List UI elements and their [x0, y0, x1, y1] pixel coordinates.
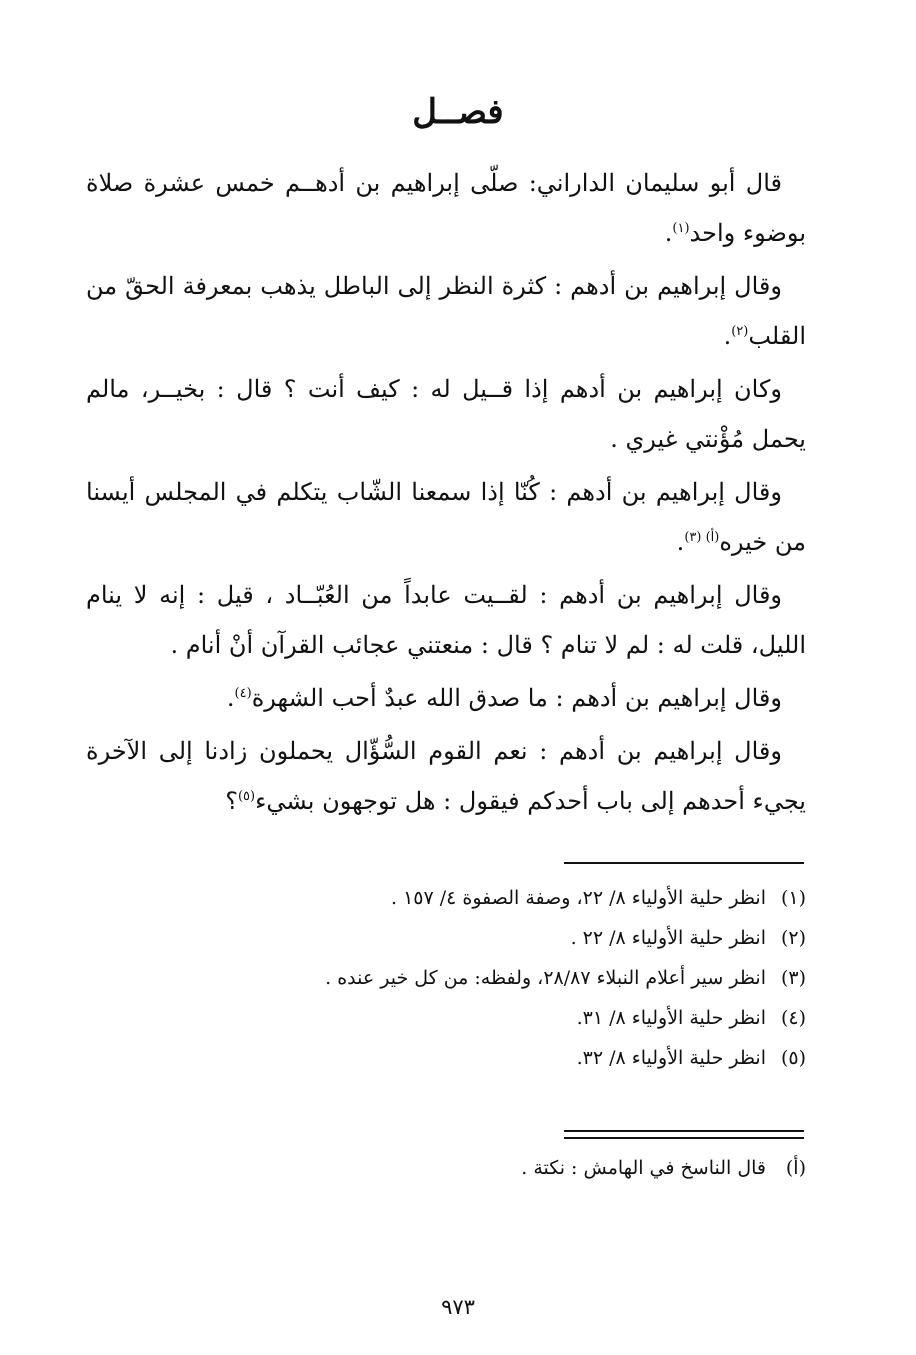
marginal-note-divider	[564, 1130, 804, 1139]
footnote-4	[86, 998, 806, 1038]
section-title: فصــل	[412, 92, 504, 132]
paragraph-tail: .	[676, 528, 685, 556]
footnote-text: انظر حلية الأولياء ٨/ ٢٢، وصفة الصفوة ٤/ ١٥٧ .	[390, 887, 766, 909]
paragraph-text: وقال إبراهيم بن أدهم : كُنّا إذا سمعنا الشّاب يتكلم في المجلس أيسنا من خيره	[86, 478, 806, 556]
paragraph-tail: .	[226, 684, 235, 712]
footnote-ref: (٥)	[237, 789, 256, 804]
page-number: ٩٧٣	[441, 1295, 475, 1319]
footnote-number: (١)	[780, 887, 806, 909]
marginal-note	[86, 1148, 806, 1188]
footnote-number: (٤)	[780, 1007, 806, 1029]
paragraph-text: وقال إبراهيم بن أدهم : نعم القوم السُّؤّال يحملون زادنا إلى الآخرة يجيء أحدهم إلى باب أحدكم فيقول : هل توجهون بشيء	[86, 737, 806, 815]
marginal-note-number: (أ)	[785, 1157, 806, 1179]
paragraph-4	[86, 467, 806, 567]
footnote-text: انظر حلية الأولياء ٨/ ٣١.	[576, 1007, 766, 1029]
paragraph-text: وقال إبراهيم بن أدهم : كثرة النظر إلى الباطل يذهب بمعرفة الحقّ من القلب	[86, 272, 806, 350]
footnote-number: (٥)	[780, 1047, 806, 1069]
footnote-ref: (٤)	[234, 686, 252, 701]
paragraph-1	[86, 158, 806, 258]
footnote-number: (٢)	[780, 927, 806, 949]
paragraph-5	[86, 570, 806, 670]
paragraph-2	[86, 261, 806, 361]
footnote-text: انظر حلية الأولياء ٨/ ٣٢.	[576, 1047, 766, 1069]
marginal-note-text: قال الناسخ في الهامش : نكتة .	[521, 1157, 766, 1179]
footnote-ref: (أ) (٣)	[684, 530, 720, 545]
footnote-1	[86, 878, 806, 918]
main-text	[86, 158, 806, 829]
footnote-2	[86, 918, 806, 958]
paragraph-text: وقال إبراهيم بن أدهم : ما صدق الله عبدٌ أحب الشهرة	[251, 684, 782, 712]
paragraph-tail: .	[664, 219, 673, 247]
footnote-3	[86, 958, 806, 998]
paragraph-3	[86, 364, 806, 464]
footnote-ref: (١)	[672, 221, 690, 236]
paragraph-text: وكان إبراهيم بن أدهم إذا قــيل له : كيف أنت ؟ قال : بخيــر، مالم يحمل مُؤْنتي غيري .	[86, 375, 806, 453]
paragraph-text: قال أبو سليمان الداراني: صلّى إبراهيم بن أدهــم خمس عشرة صلاة بوضوء واحد	[86, 169, 806, 247]
paragraph-tail: ؟	[225, 787, 238, 815]
footnote-text: انظر سير أعلام النبلاء ٢٨/٨٧، ولفظه: من كل خير عنده .	[325, 967, 766, 989]
footnotes	[86, 878, 806, 1078]
paragraph-7	[86, 726, 806, 826]
footnote-ref: (٢)	[731, 324, 749, 339]
footnote-number: (٣)	[780, 967, 806, 989]
paragraph-text: وقال إبراهيم بن أدهم : لقــيت عابداً من العُبّــاد ، قيل : إنه لا ينام الليل، قلت له : لم لا تنام ؟ قال : منعتني عجائب القرآن أنْ أنام .	[86, 581, 806, 659]
paragraph-6	[86, 673, 806, 723]
paragraph-tail: .	[723, 322, 732, 350]
footnote-divider	[564, 862, 804, 864]
footnote-5	[86, 1038, 806, 1078]
footnote-text: انظر حلية الأولياء ٨/ ٢٢ .	[570, 927, 766, 949]
